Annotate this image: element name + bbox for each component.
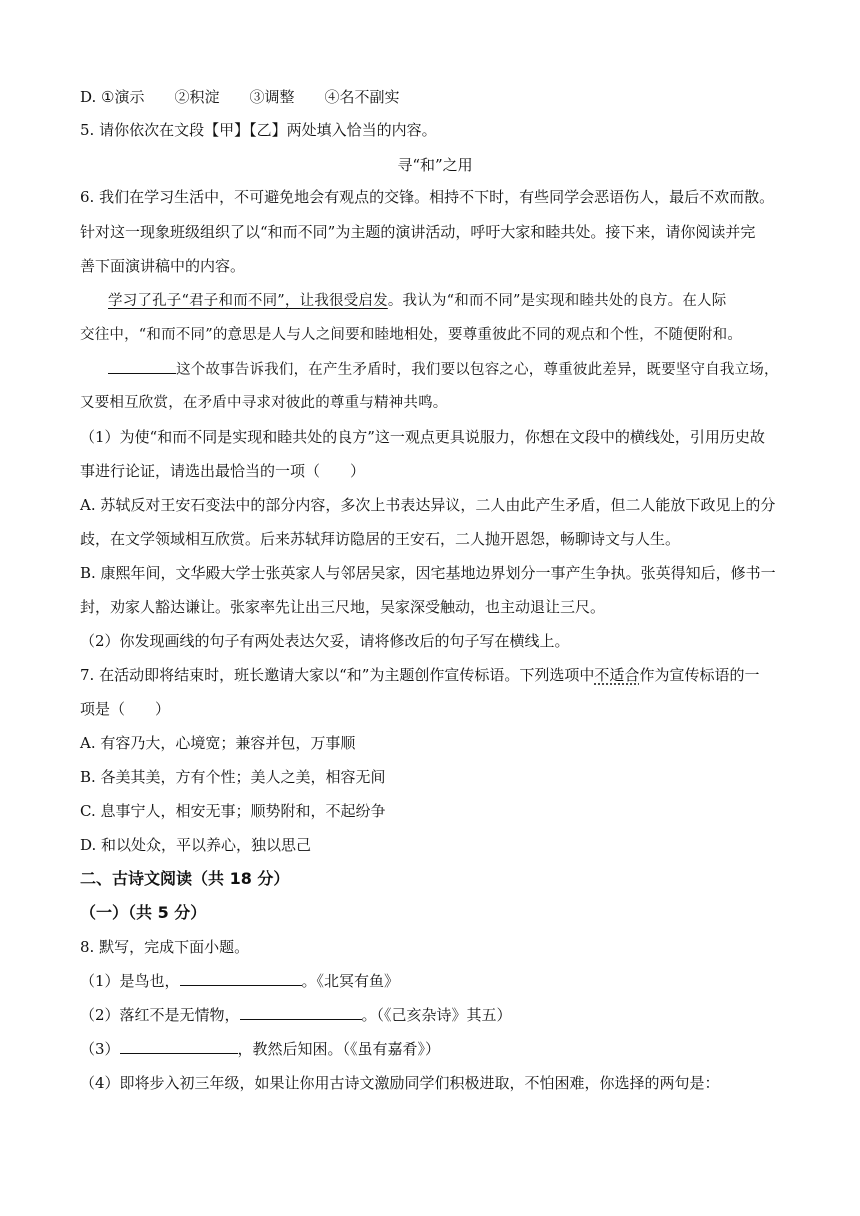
option-b-line-2: 封，劝家人豁达谦让。张家率先让出三尺地，吴家深受触动，也主动退让三尺。 — [80, 598, 606, 616]
question-7-text-post: 作为宣传标语的一 — [639, 666, 760, 684]
q7-option-d: D. 和以处众，平以养心，独以思己 — [80, 836, 312, 854]
question-7-line-1 — [80, 665, 790, 685]
option-a-line-2: 歧，在文学领域相互欣赏。后来苏轼拜访隐居的王安石，二人抛开恩怨，畅聊诗文与人生。 — [80, 530, 681, 548]
question-6-2: （2）你发现画线的句子有两处表达欠妥，请将修改后的句子写在横线上。 — [80, 632, 570, 650]
question-8-1 — [80, 971, 790, 991]
emphasis-not-suitable: 不适合 — [594, 666, 640, 684]
question-6-1-line-1: （1）为使“和而不同是实现和睦共处的良方”这一观点更具说服力，你想在文段中的横线处，引用历史故 — [80, 428, 765, 446]
question-6-stem-line-1: 6. 我们在学习生活中，不可避免地会有观点的交锋。相持不下时，有些同学会恶语伤人，最后不欢而散。 — [80, 188, 775, 206]
question-8: 8. 默写，完成下面小题。 — [80, 938, 250, 956]
option-a-line-1: A. 苏轼反对王安石变法中的部分内容，多次上书表达异议，二人由此产生矛盾，但二人能放下政见上的分 — [80, 496, 776, 514]
speech-line-3 — [108, 359, 790, 380]
question-6-stem-line-3: 善下面演讲稿中的内容。 — [80, 257, 246, 275]
speech-line-1-rest: 。我认为“和而不同”是实现和睦共处的良方。在人际 — [387, 293, 727, 309]
q8-1-prefix: （1）是鸟也， — [80, 972, 180, 990]
speech-line-4: 又要相互欣赏，在矛盾中寻求对彼此的尊重与精神共鸣。 — [80, 395, 448, 411]
question-8-2 — [80, 1005, 790, 1025]
question-7-line-2: 项是（ ） — [80, 700, 171, 718]
q8-1-suffix: 。《北冥有鱼》 — [301, 972, 400, 990]
q8-2-suffix: 。（《己亥杂诗》其五） — [361, 1006, 512, 1024]
q8-3-prefix: （3） — [80, 1040, 120, 1058]
q8-3-suffix: ，教然后知困。（《虽有嘉肴》） — [237, 1040, 441, 1058]
q8-2-answer-blank[interactable] — [240, 1005, 362, 1020]
section-title: 寻“和”之用 — [397, 156, 473, 174]
option-b-line-1: B. 康熙年间，文华殿大学士张英家人与邻居吴家，因宅基地边界划分一事产生争执。张英得知后，修书一 — [80, 564, 776, 582]
question-7-text-pre: 7. 在活动即将结束时，班长邀请大家以“和”为主题创作宣传标语。下列选项中 — [80, 666, 595, 684]
question-6-1-line-2: 事进行论证，请选出最恰当的一项（ ） — [80, 462, 366, 480]
q7-option-b: B. 各美其美，方有个性；美人之美，相容无间 — [80, 768, 386, 786]
question-6-stem-line-2: 针对这一现象班级组织了以“和而不同”为主题的演讲活动，呼吁大家和睦共处。接下来，请你阅读并完 — [80, 223, 756, 241]
speech-story-blank[interactable] — [108, 359, 176, 374]
question-8-4: （4）即将步入初三年级，如果让你用古诗文激励同学们积极进取，不怕困难，你选择的两句是： — [80, 1074, 720, 1092]
speech-line-2: 交往中，“和而不同”的意思是人与人之间要和睦地相处，要尊重彼此不同的观点和个性，不随便附和。 — [80, 327, 743, 343]
part-2-subheading: （一）（共 5 分） — [80, 903, 207, 922]
q8-1-answer-blank[interactable] — [180, 971, 302, 986]
part-2-heading: 二、古诗文阅读（共 18 分） — [80, 869, 290, 888]
question-8-3 — [80, 1039, 790, 1059]
underlined-sentence: 学习了孔子“君子和而不同”，让我很受启发 — [108, 293, 388, 309]
question-5: 5. 请你依次在文段【甲】【乙】两处填入恰当的内容。 — [80, 121, 437, 139]
speech-line-1 — [108, 291, 790, 311]
speech-line-3-rest: 这个故事告诉我们，在产生矛盾时，我们要以包容之心，尊重彼此差异，既要坚守自我立场， — [176, 362, 779, 378]
q8-3-answer-blank[interactable] — [120, 1039, 238, 1054]
q7-option-c: C. 息事宁人，相安无事；顺势附和，不起纷争 — [80, 802, 386, 820]
q4-option-d: D. ①演示 ②积淀 ③调整 ④名不副实 — [80, 88, 400, 106]
q8-2-prefix: （2）落红不是无情物， — [80, 1006, 240, 1024]
q7-option-a: A. 有容乃大，心境宽；兼容并包，万事顺 — [80, 734, 356, 752]
